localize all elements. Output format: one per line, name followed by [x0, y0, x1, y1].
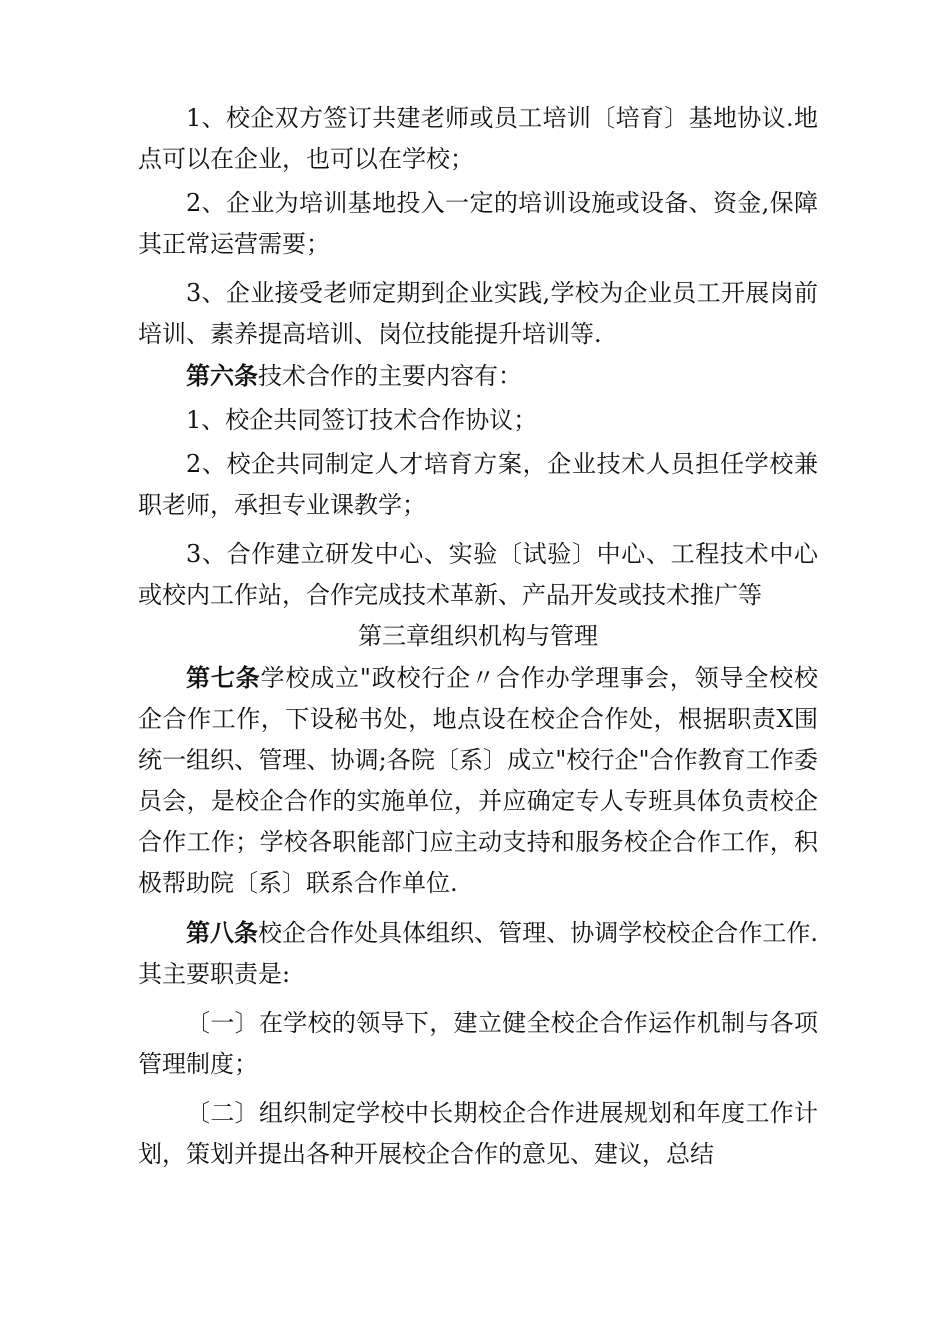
article8-label: 第八条 — [186, 918, 259, 947]
section5-item-3: 3、企业接受老师定期到企业实践,学校为企业员工开展岗前培训、素养提高培训、岗位技能提升培训等. — [138, 279, 818, 348]
article7-text: 学校成立"政校行企〃合作办学理事会，领导全校校企合作工作，下设秘书处，地点设在校企合作处，根据职责X围统一组织、管理、协调;各院〔系〕成立"校行企"合作教育工作委员会，是校企合作的实施单位，并应确定专人专班具体负责校企合作工作；学校各职能部门应主动支持和服务校企合作工作，积极帮助院〔系〕联系合作单位. — [138, 664, 818, 897]
section5-item-1: 1、校企双方签订共建老师或员工培训〔培育〕基地协议.地点可以在企业，也可以在学校； — [138, 104, 818, 173]
chapter3-title: 第三章组织机构与管理 — [358, 622, 598, 650]
article7-label: 第七条 — [186, 663, 261, 692]
article6-item-2: 2、校企共同制定人才培育方案，企业技术人员担任学校兼职老师，承担专业课教学； — [138, 450, 818, 519]
section5-item-2: 2、企业为培训基地投入一定的培训设施或设备、资金,保障其正常运营需要； — [138, 189, 818, 258]
article6-label: 第六条 — [186, 361, 258, 390]
article8-item-2: 〔二〕组织制定学校中长期校企合作进展规划和年度工作计划，策划并提出各种开展校企合作的意见、建议，总结 — [138, 1099, 818, 1168]
document-page — [138, 98, 818, 1175]
article8-item-1: 〔一〕在学校的领导下，建立健全校企合作运作机制与各项管理制度； — [138, 1009, 818, 1078]
article6-paragraph — [138, 355, 818, 397]
article8-text: 校企合作处具体组织、管理、协调学校校企合作工作.其主要职责是: — [138, 919, 818, 988]
article6-text: 技术合作的主要内容有： — [258, 362, 522, 390]
article7-paragraph — [138, 657, 818, 904]
article8-paragraph — [138, 912, 818, 995]
article6-item-3: 3、合作建立研发中心、实验〔试验〕中心、工程技术中心或校内工作站，合作完成技术革新、产品开发或技术推广等 — [138, 540, 818, 609]
article6-item-1: 1、校企共同签订技术合作协议； — [186, 406, 538, 434]
